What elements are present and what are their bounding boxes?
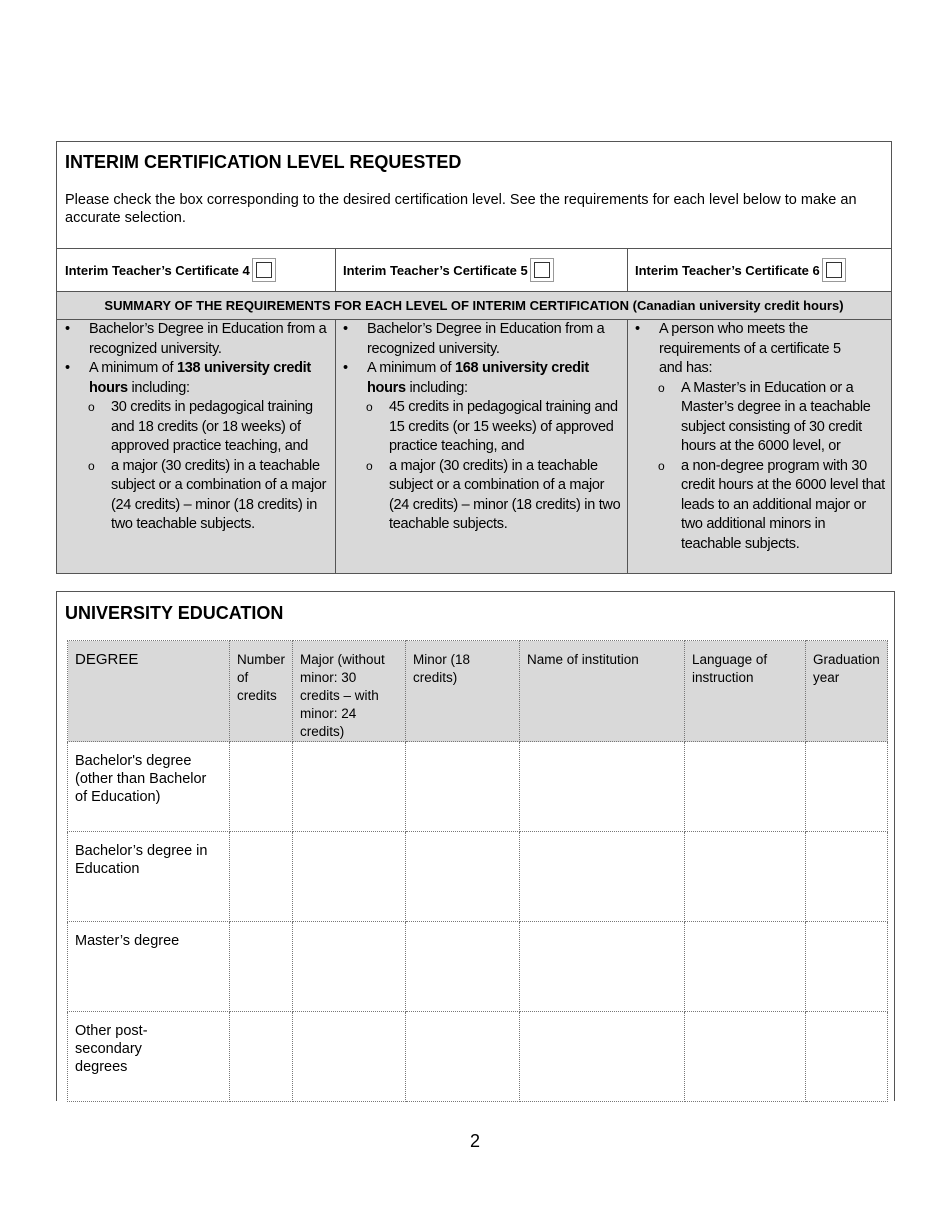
degree-cell [68,922,230,1012]
cert4-req-credits [61,359,329,398]
cert6-requirements [631,320,889,554]
cert5-req-pedagogy: o 45 credits in pedagogical training and 15 credits (or 15 weeks) of approved practice teaching, and [339,398,621,457]
header-credits-text: Number of credits [237,652,286,703]
header-language-text: Language of instruction [692,652,768,685]
header-language [685,641,806,742]
cert4-option[interactable] [57,249,335,291]
column-divider [335,249,336,291]
education-table [67,640,888,1102]
language-cell[interactable] [685,832,806,922]
cert5-option[interactable] [335,249,627,291]
table-row [68,1012,888,1102]
cert6-req-line3: and has: [659,360,713,376]
graduation-cell[interactable] [806,832,888,922]
major-cell[interactable] [293,742,406,832]
degree-label: Bachelor’s degree in Education [75,843,208,877]
certification-title: INTERIM CERTIFICATION LEVEL REQUESTED [65,152,462,172]
major-cell[interactable] [293,832,406,922]
header-major-text: Major (without minor: 30 credits – with minor: 24 credits) [300,652,385,739]
cert4-label: Interim Teacher’s Certificate 4 [65,262,250,278]
column-divider [627,319,628,573]
minor-cell[interactable] [406,1012,520,1102]
education-title: UNIVERSITY EDUCATION [65,603,284,623]
cert6-req-nondegree: o a non-degree program with 30 credit hours at the 6000 level that leads to an additional major or two additional minors in teachable subjects. [631,457,889,555]
cert4-req-credits-pre: A minimum of [89,360,177,376]
column-divider [335,319,336,573]
cert4-checkbox[interactable] [256,262,272,278]
cert5-req-degree: • Bachelor’s Degree in Education from a recognized university. [339,320,621,359]
cert6-label: Interim Teacher’s Certificate 6 [635,262,820,278]
header-major [293,641,406,742]
cert6-req-prerequisite [631,320,889,379]
cert4-req-credits-bold: 138 university credit hours [89,360,311,396]
cert5-req-credits [339,359,621,398]
language-cell[interactable] [685,742,806,832]
credits-cell[interactable] [230,922,293,1012]
credits-cell[interactable] [230,1012,293,1102]
degree-label: Master’s degree [75,933,180,949]
table-header-row [68,641,888,742]
minor-cell[interactable] [406,922,520,1012]
cert6-req-masters: o A Master’s in Education or a Master’s degree in a teachable subject consisting of 30 credit hours at the 6000 level, or [631,379,889,457]
institution-cell[interactable] [520,1012,685,1102]
institution-cell[interactable] [520,832,685,922]
institution-cell[interactable] [520,922,685,1012]
cert6-option[interactable] [627,249,891,291]
institution-cell[interactable] [520,742,685,832]
cert4-req-pedagogy: o 30 credits in pedagogical training and 18 credits (or 18 weeks) of approved practice teaching, and [61,398,329,457]
header-minor [406,641,520,742]
major-cell[interactable] [293,1012,406,1102]
page-number: 2 [469,1131,480,1151]
header-institution-text: Name of institution [527,652,639,667]
certification-section [56,141,892,574]
cert5-req-credits-pre: A minimum of [367,360,455,376]
certificate-options-row [57,249,891,291]
credits-cell[interactable] [230,832,293,922]
graduation-cell[interactable] [806,922,888,1012]
cert4-req-credits-post: including: [127,379,190,396]
cert5-req-credits-post: including: [405,379,468,396]
degree-cell [68,1012,230,1102]
cert6-req-line2: requirements of a certificate 5 [659,340,841,357]
cert4-req-major: o a major (30 credits) in a teachable subject or a combination of a major (24 credits) – minor (18 credits) in two teachable subjects. [61,457,329,535]
cert4-requirements [61,320,329,535]
cert5-req-major: o a major (30 credits) in a teachable subject or a combination of a major (24 credits) – minor (18 credits) in two teachable subjects. [339,457,621,535]
table-row [68,742,888,832]
major-cell[interactable] [293,922,406,1012]
credits-cell[interactable] [230,742,293,832]
degree-cell [68,832,230,922]
certification-instructions: Please check the box corresponding to the desired certification level. See the requirements for each level below to make an accurate selection. [65,192,857,226]
header-degree-text: DEGREE [75,651,139,668]
header-graduation-text: Graduation year [813,652,880,685]
cert6-checkbox[interactable] [826,262,842,278]
language-cell[interactable] [685,922,806,1012]
cert4-req-degree: • Bachelor’s Degree in Education from a recognized university. [61,320,329,359]
degree-label: Other post-secondary degrees [75,1023,148,1075]
minor-cell[interactable] [406,742,520,832]
cert6-req-line1: • A person who meets the [659,321,808,337]
column-divider [627,249,628,291]
header-degree [68,641,230,742]
cert5-label: Interim Teacher’s Certificate 5 [343,262,528,278]
header-institution [520,641,685,742]
header-minor-text: Minor (18 credits) [413,652,471,685]
university-education-section [56,591,895,1101]
degree-cell [68,742,230,832]
minor-cell[interactable] [406,832,520,922]
cert5-checkbox[interactable] [534,262,550,278]
table-row [68,832,888,922]
graduation-cell[interactable] [806,742,888,832]
language-cell[interactable] [685,1012,806,1102]
header-graduation [806,641,888,742]
degree-label: Bachelor's degree (other than Bachelor of Education) [75,753,207,805]
table-row [68,922,888,1012]
cert5-req-credits-bold: 168 university credit hours [367,360,589,396]
summary-heading: SUMMARY OF THE REQUIREMENTS FOR EACH LEVEL OF INTERIM CERTIFICATION (Canadian university credit hours) [104,298,844,313]
header-credits [230,641,293,742]
graduation-cell[interactable] [806,1012,888,1102]
cert5-requirements [339,320,621,535]
